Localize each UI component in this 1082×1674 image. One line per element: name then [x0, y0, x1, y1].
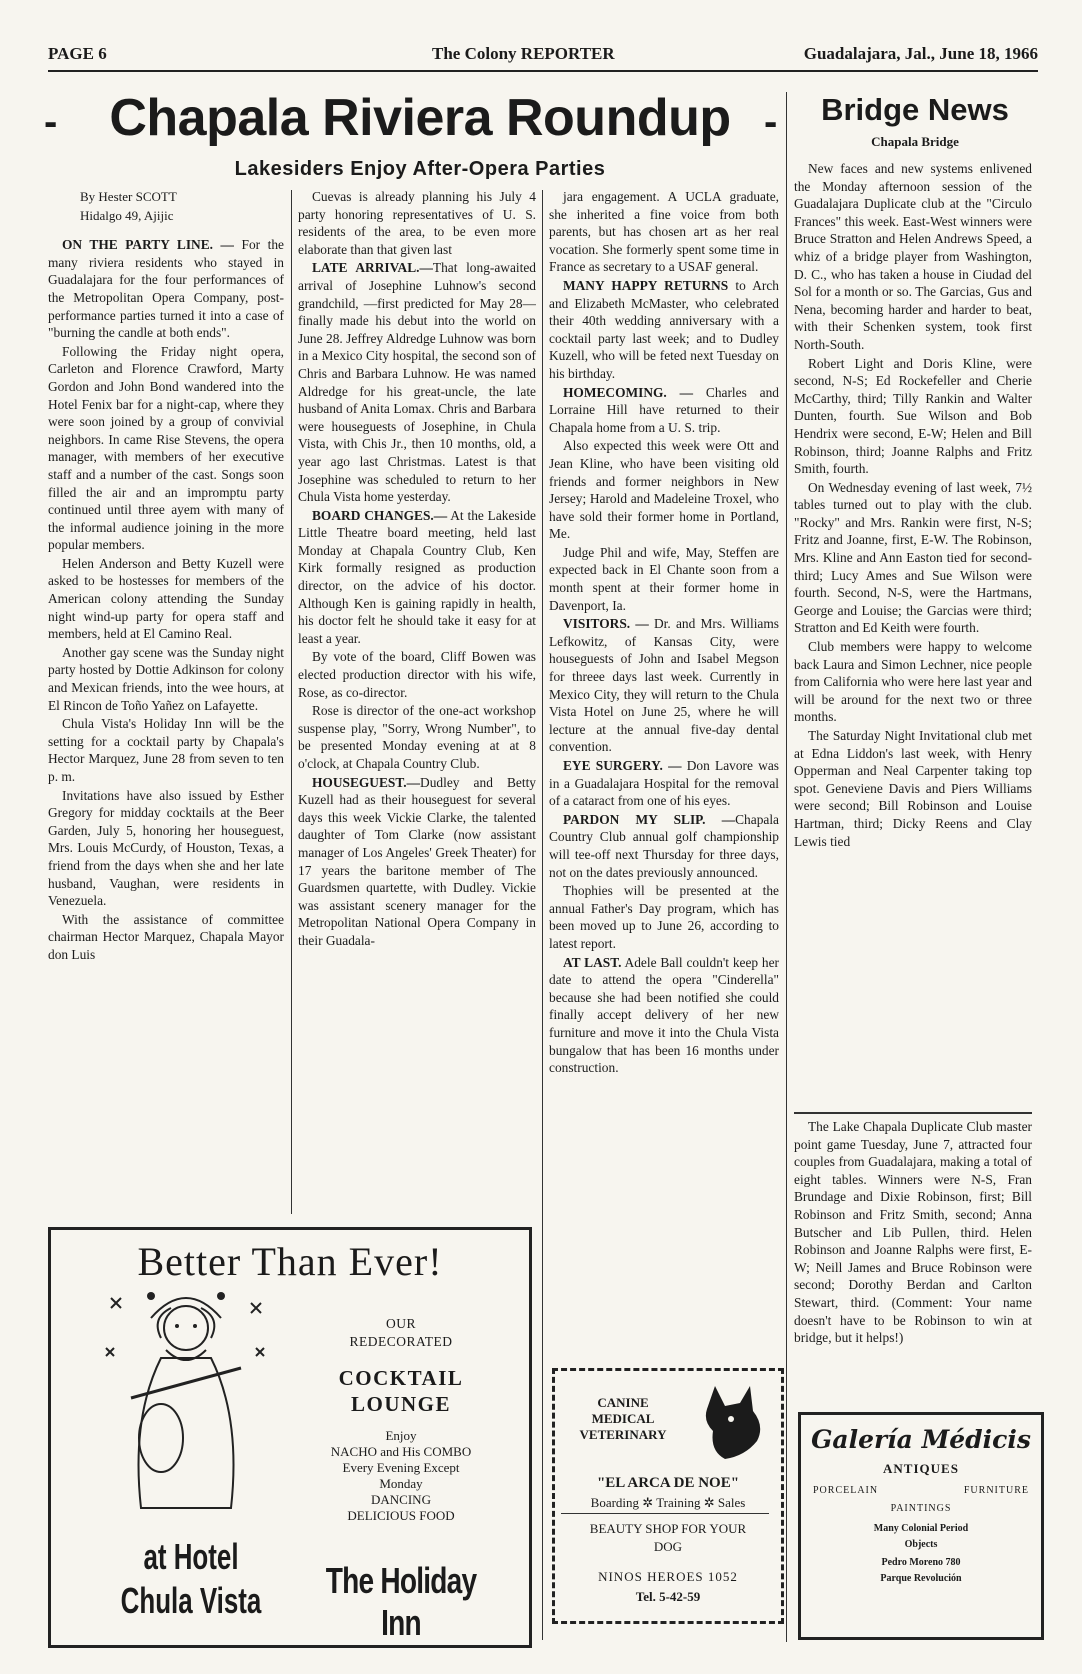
paragraph-text: Judge Phil and wife, May, Steffen are expected back in El Chante soon from a month spent at their former home in Davenport, Ia.: [549, 544, 779, 613]
column-rule: [291, 190, 292, 1214]
paragraph-text: At the Lakeside Little Theatre board meeting, held last Monday at Chapala Country Club, Ken Kirk formally resigned as production director, on the advice of his doctor. Although Ken is gaining rapidly in health, his doctor felt he should take it easy for at least a year.: [298, 507, 536, 646]
bridge-paragraph: The Lake Chapala Duplicate Club master point game Tuesday, June 7, attracted four couples from Guadalajara, making a total of eight tables. Winners were N-S, Fran Brundage and Dixie Robinson, first; Bill Robinson and Fritz Smith, second; Anna Butscher and Lib Pullen, third. Helen Robinson and Joanne Ralphs were first, E-W; Neill James and Bruce Robinson were second; Dorothy Berdan and Carlton Stewart, third. (Comment: Your name doesn't have to be Robinson to win at bridge, but it helps!): [794, 1119, 1032, 1346]
bridge-paragraph: New faces and new systems enlivened the Monday afternoon session of the Guadalajara Duplicate club at the "Circulo Frances" this week. East-West winners were Bruce Stratton and Helen Andrews Speed, a whiz of a bridge player from Washington, D. C., who has taken a house in Ciudad del Sol for a month or so. The Garcias, Gus and Nena, becoming harder and harder to beat, with their Schenken system, took first North-South.: [794, 161, 1032, 352]
article-paragraph: [298, 648, 536, 701]
article-paragraph: [298, 188, 536, 258]
vet-canine: CANINE: [597, 1395, 649, 1410]
vet-beauty-2: DOG: [653, 1539, 683, 1554]
ad-monday: Monday: [379, 1476, 423, 1491]
article-paragraph: [48, 787, 284, 910]
paragraph-lead: PARDON MY SLIP. —: [563, 811, 736, 827]
byline-name: By Hester SCOTT: [80, 189, 177, 204]
bridge-body-2: [794, 1118, 1032, 1347]
article-paragraph: [549, 544, 779, 614]
paragraph-text: For the many riviera residents who stayed in Guadalajara for the four performances of the Metropolitan Opera Company, post-performance parties turned it into a case of "burning the candle at both ends".: [48, 237, 284, 341]
paragraph-lead: LATE ARRIVAL.—: [312, 260, 433, 276]
vet-medical: MEDICAL: [591, 1411, 655, 1426]
vet-heading: [563, 1395, 683, 1443]
paragraph-text: to Arch and Elizabeth McMaster, who celebrated their 40th wedding anniversary with a cocktail party last week; and to Dudley Kuzell, who will be feted next Tuesday on his birthday.: [549, 277, 779, 381]
paragraph-text: Invitations have also issued by Esther Gregory for midday cocktails at the Beer Garden, July 5, honoring her houseguest, Mrs. Louis McCurdy, of Houston, Texas, a friend from the days when she and her late husband, Vaughan, were residents in Venezuela.: [48, 787, 284, 909]
ad-enjoy: Enjoy: [385, 1428, 417, 1443]
ad-at-hotel: at Hotel: [143, 1536, 239, 1577]
paragraph-text: Rose is director of the one-act workshop suspense play, "Sorry, Wrong Number", to be presented Monday evening at at 8 o'clock, at Chapala Country Club.: [298, 703, 536, 771]
article-paragraph: [549, 811, 779, 881]
paragraph-text: Adele Ball couldn't keep her date to attend the opera "Cinderella" because she had been notified she could finally accept delivery of her new furniture and move it into the Chula Vista bungalow that has been 16 months under construction.: [549, 954, 779, 1076]
ad-holiday-inn-name: The Holiday Inn: [325, 1560, 477, 1643]
article-paragraph: [48, 343, 284, 554]
article-paragraph: [549, 188, 779, 276]
galeria-medicis-ad: [798, 1412, 1044, 1640]
page-number: PAGE 6: [48, 44, 107, 63]
paragraph-text: jara engagement. A UCLA graduate, she inherited a fine voice from both parents, but has chosen art as her real vocation. She formerly spent some time in France as secretary to a USAF general.: [549, 189, 779, 275]
ad-dancing: DANCING: [371, 1492, 431, 1507]
article-column-1: [48, 188, 284, 1222]
paragraph-lead: EYE SURGERY. —: [563, 758, 682, 773]
article-paragraph: [298, 507, 536, 648]
paragraph-text: Dr. and Mrs. Williams Lefkowitz, of Kansas City, were houseguests of John and Isabel Megson for threee days last week. Currently in Mexico City, they will return to the Chula Vista Hotel on June 25, where he will lecture at the annual five-day dental convention.: [549, 616, 779, 755]
dog-head-icon: [695, 1381, 769, 1461]
paragraph-lead: MANY HAPPY RETURNS: [563, 277, 729, 293]
vet-veterinary: VETERINARY: [579, 1427, 667, 1442]
paragraph-text: By vote of the board, Cliff Bowen was elected production director with his wife, Rose, as co-director.: [298, 649, 536, 700]
article-paragraph: [48, 644, 284, 714]
paragraph-text: With the assistance of committee chairman Hector Marquez, Chapala Mayor don Luis: [48, 911, 284, 962]
ad-combo: NACHO and His COMBO: [330, 1444, 472, 1459]
article-paragraph: [298, 259, 536, 505]
article-paragraph: [298, 774, 536, 950]
vet-name: "EL ARCA DE NOE": [596, 1475, 740, 1491]
article-paragraph: [549, 757, 779, 810]
article-paragraph: [549, 882, 779, 952]
article-paragraph: [48, 555, 284, 643]
article-paragraph: [549, 384, 779, 437]
ad-food: DELICIOUS FOOD: [347, 1508, 455, 1523]
paragraph-lead: AT LAST.: [563, 954, 622, 970]
vet-divider: [561, 1513, 769, 1514]
vet-phone: Tel. 5-42-59: [635, 1589, 701, 1604]
ad-cocktail: COCKTAIL: [338, 1366, 464, 1390]
ad-our: OUR: [385, 1316, 416, 1331]
paragraph-text: That long-awaited arrival of Josephine Luhnow's second grandchild, —first predicted for May 28— finally made his debut into the world on June 28. Jeffrey Aldredge Luhnow was born in a Mexico City hospital, the second son of Chris and Barbara Luhnow. He was named Aldredge for his great-uncle, the late husband of Anita Lomax. Chris and Barbara were houseguests of Josephine, in Chula Vista, with Chis Jr., then 10 months, old, a year ago last Christmas. Latest is that Josephine was scheduled to return to her Chula Vista home yesterday.: [298, 260, 536, 505]
galeria-address-2: Parque Revolución: [880, 1573, 962, 1584]
paragraph-text: Don Lavore was in a Guadalajara Hospital for the removal of a cataract from one of his eyes.: [549, 758, 779, 809]
paragraph-text: Dudley and Betty Kuzell had as their houseguest for several days this week Vickie Clarke, the talented daughter of Tom Clarke (now assistant manager of Los Angeles' Greek Theater) for 17 years the baritone member of The Guardsmen quartette, with Dudley. Vickie was assistant scenery manager for the Metropolitan National Opera Company in their Guadala-: [298, 774, 536, 948]
headline-dash-right: -: [764, 100, 778, 144]
article-paragraph: [48, 715, 284, 785]
column-rule: [786, 92, 787, 1642]
paragraph-lead: VISITORS. —: [563, 616, 649, 632]
article-paragraph: [48, 236, 284, 342]
bridge-divider: [794, 1112, 1032, 1114]
bridge-column: [794, 160, 1032, 1060]
paragraph-text: Chula Vista's Holiday Inn will be the setting for a cocktail party by Chapala's Hector Marquez, June 28 from seven to ten p. m.: [48, 716, 284, 784]
galeria-paintings: PAINTINGS: [890, 1503, 952, 1514]
vet-services: Boarding ✲ Training ✲ Sales: [590, 1495, 746, 1510]
header-rule: [48, 70, 1038, 72]
col3-body: [549, 188, 779, 1077]
subhead: Lakesiders Enjoy After-Opera Parties: [234, 158, 606, 180]
paragraph-text: Another gay scene was the Sunday night party hosted by Dottie Adkinson for colony and Mexican friends, into the wee hours, at El Rincon de Toño Yañez on Lafayette.: [48, 644, 284, 713]
article-column-2: [298, 188, 536, 1222]
violinist-illustration: [91, 1288, 281, 1518]
galeria-furniture: FURNITURE: [963, 1485, 1029, 1496]
bridge-column-2: [794, 1118, 1032, 1404]
bridge-paragraph: Robert Light and Doris Kline, were second, N-S; Ed Rockefeller and Cherie McCarthy, third; Tilly Rankin and Walter Dunten, fourth. Sue Wilson and Bob Hendrix were second, E-W; Helen and Bill Robinson, third; Joanne Ralphs and Fritz Smith, fourth.: [794, 355, 1032, 477]
galeria-porcelain: PORCELAIN: [813, 1485, 879, 1496]
headline: Chapala Riviera Roundup: [109, 89, 731, 147]
article-paragraph: [549, 277, 779, 383]
bridge-paragraph: The Saturday Night Invitational club met at Edna Liddon's last week, with Henry Opperman and Neal Carpenter taking top spot. Geneviene Davis and Piers Williams were second; Bill Robinson and Louise Hartman, third; Dicky Reens and Clay Lewis tied: [794, 728, 1032, 849]
paragraph-lead: HOMECOMING. —: [563, 384, 694, 400]
ad-title: Better Than Ever!: [137, 1239, 443, 1284]
vet-address: NINOS HEROES 1052: [598, 1569, 738, 1584]
paragraph-text: Charles and Lorraine Hill have returned to their Chapala home from a U. S. trip.: [549, 384, 779, 435]
bridge-paragraph: Club members were happy to welcome back Laura and Simon Lechner, nice people from California who were here last year and will be around for the next two or three months.: [794, 639, 1032, 725]
ad-every: Every Evening Except: [342, 1460, 460, 1475]
bridge-body: [794, 160, 1032, 850]
paragraph-text: Also expected this week were Ott and Jean Kline, who have been visiting old friends and former neighbors in New Jersey; Harold and Madeleine Troxel, who have sold their former home in Portland, Me.: [549, 438, 779, 542]
veterinary-ad: [552, 1368, 784, 1624]
column-rule: [542, 190, 543, 1640]
page-header: [48, 42, 1038, 66]
paper-name: The Colony REPORTER: [432, 44, 615, 63]
bridge-paragraph: On Wednesday evening of last week, 7½ tables turned out to play with the club. "Rocky" and Mrs. Rankin were first, N-S; Fritz and Joanne, first, E-W. The Robinson, Mrs. Kline and Ann Easton tied for second-third; Lucy Ames and Sue Wilson were fourth. Second, N-S, were the Hartmans, George and Louise; the Garcias were third; Stratton and Ed Keith were fourth.: [794, 479, 1032, 636]
bridge-title: Bridge News: [821, 92, 1009, 127]
galeria-address-1: Pedro Moreno 780: [881, 1557, 961, 1568]
ad-redecorated: REDECORATED: [349, 1334, 453, 1349]
galeria-colonial-1: Many Colonial Period: [873, 1523, 969, 1534]
article-paragraph: [48, 911, 284, 964]
article-paragraph: [549, 954, 779, 1077]
article-column-3: [549, 188, 779, 1360]
dateline: Guadalajara, Jal., June 18, 1966: [803, 44, 1038, 63]
article-paragraph: [549, 437, 779, 543]
galeria-colonial-2: Objects: [904, 1539, 938, 1550]
article-paragraph: [549, 615, 779, 756]
galeria-name: Galería Médicis: [811, 1425, 1031, 1454]
bridge-subtitle: Chapala Bridge: [871, 134, 959, 149]
galeria-antiques: ANTIQUES: [883, 1461, 959, 1476]
col1-body: [48, 236, 284, 963]
paragraph-lead: HOUSEGUEST.—: [312, 774, 421, 790]
ad-lounge: LOUNGE: [350, 1392, 451, 1416]
paragraph-lead: ON THE PARTY LINE. —: [62, 237, 234, 253]
paragraph-text: Chapala Country Club annual golf championship will tee-off next Thursday for three days, not on the dates previously announced.: [549, 811, 779, 880]
col2-body: [298, 188, 536, 950]
byline-address: Hidalgo 49, Ajijic: [80, 207, 174, 223]
paragraph-text: Cuevas is already planning his July 4 party honoring representatives of U. S. residents of the area, to be even more elaborate than that given last: [298, 189, 536, 257]
holiday-inn-ad: [48, 1227, 532, 1648]
headline-dash-left: -: [44, 100, 58, 144]
paragraph-text: Thophies will be presented at the annual Father's Day program, which has been moved up to June 26, according to latest report.: [549, 883, 779, 951]
paragraph-lead: BOARD CHANGES.—: [312, 507, 448, 523]
vet-beauty-1: BEAUTY SHOP FOR YOUR: [589, 1521, 747, 1536]
paragraph-text: Following the Friday night opera, Carleton and Florence Crawford, Marty Gordon and John Bond wandered into the Hotel Fenix bar for a night-cap, where they were soon joined by a group of convivial neighbors. In came Rise Stevens, the opera manager, with members of her executive staff and a number of the cast. Songs soon filled the air and an impromptu party continued until three ayem with many of the informal audience joining in the more popular members.: [48, 343, 284, 553]
paragraph-text: Helen Anderson and Betty Kuzell were asked to be hostesses for members of the American colony attending the Sunday night wind-up party for opera staff and members, held at El Camino Real.: [48, 555, 284, 642]
article-paragraph: [298, 702, 536, 772]
ad-chula-vista: Chula Vista: [120, 1580, 262, 1621]
